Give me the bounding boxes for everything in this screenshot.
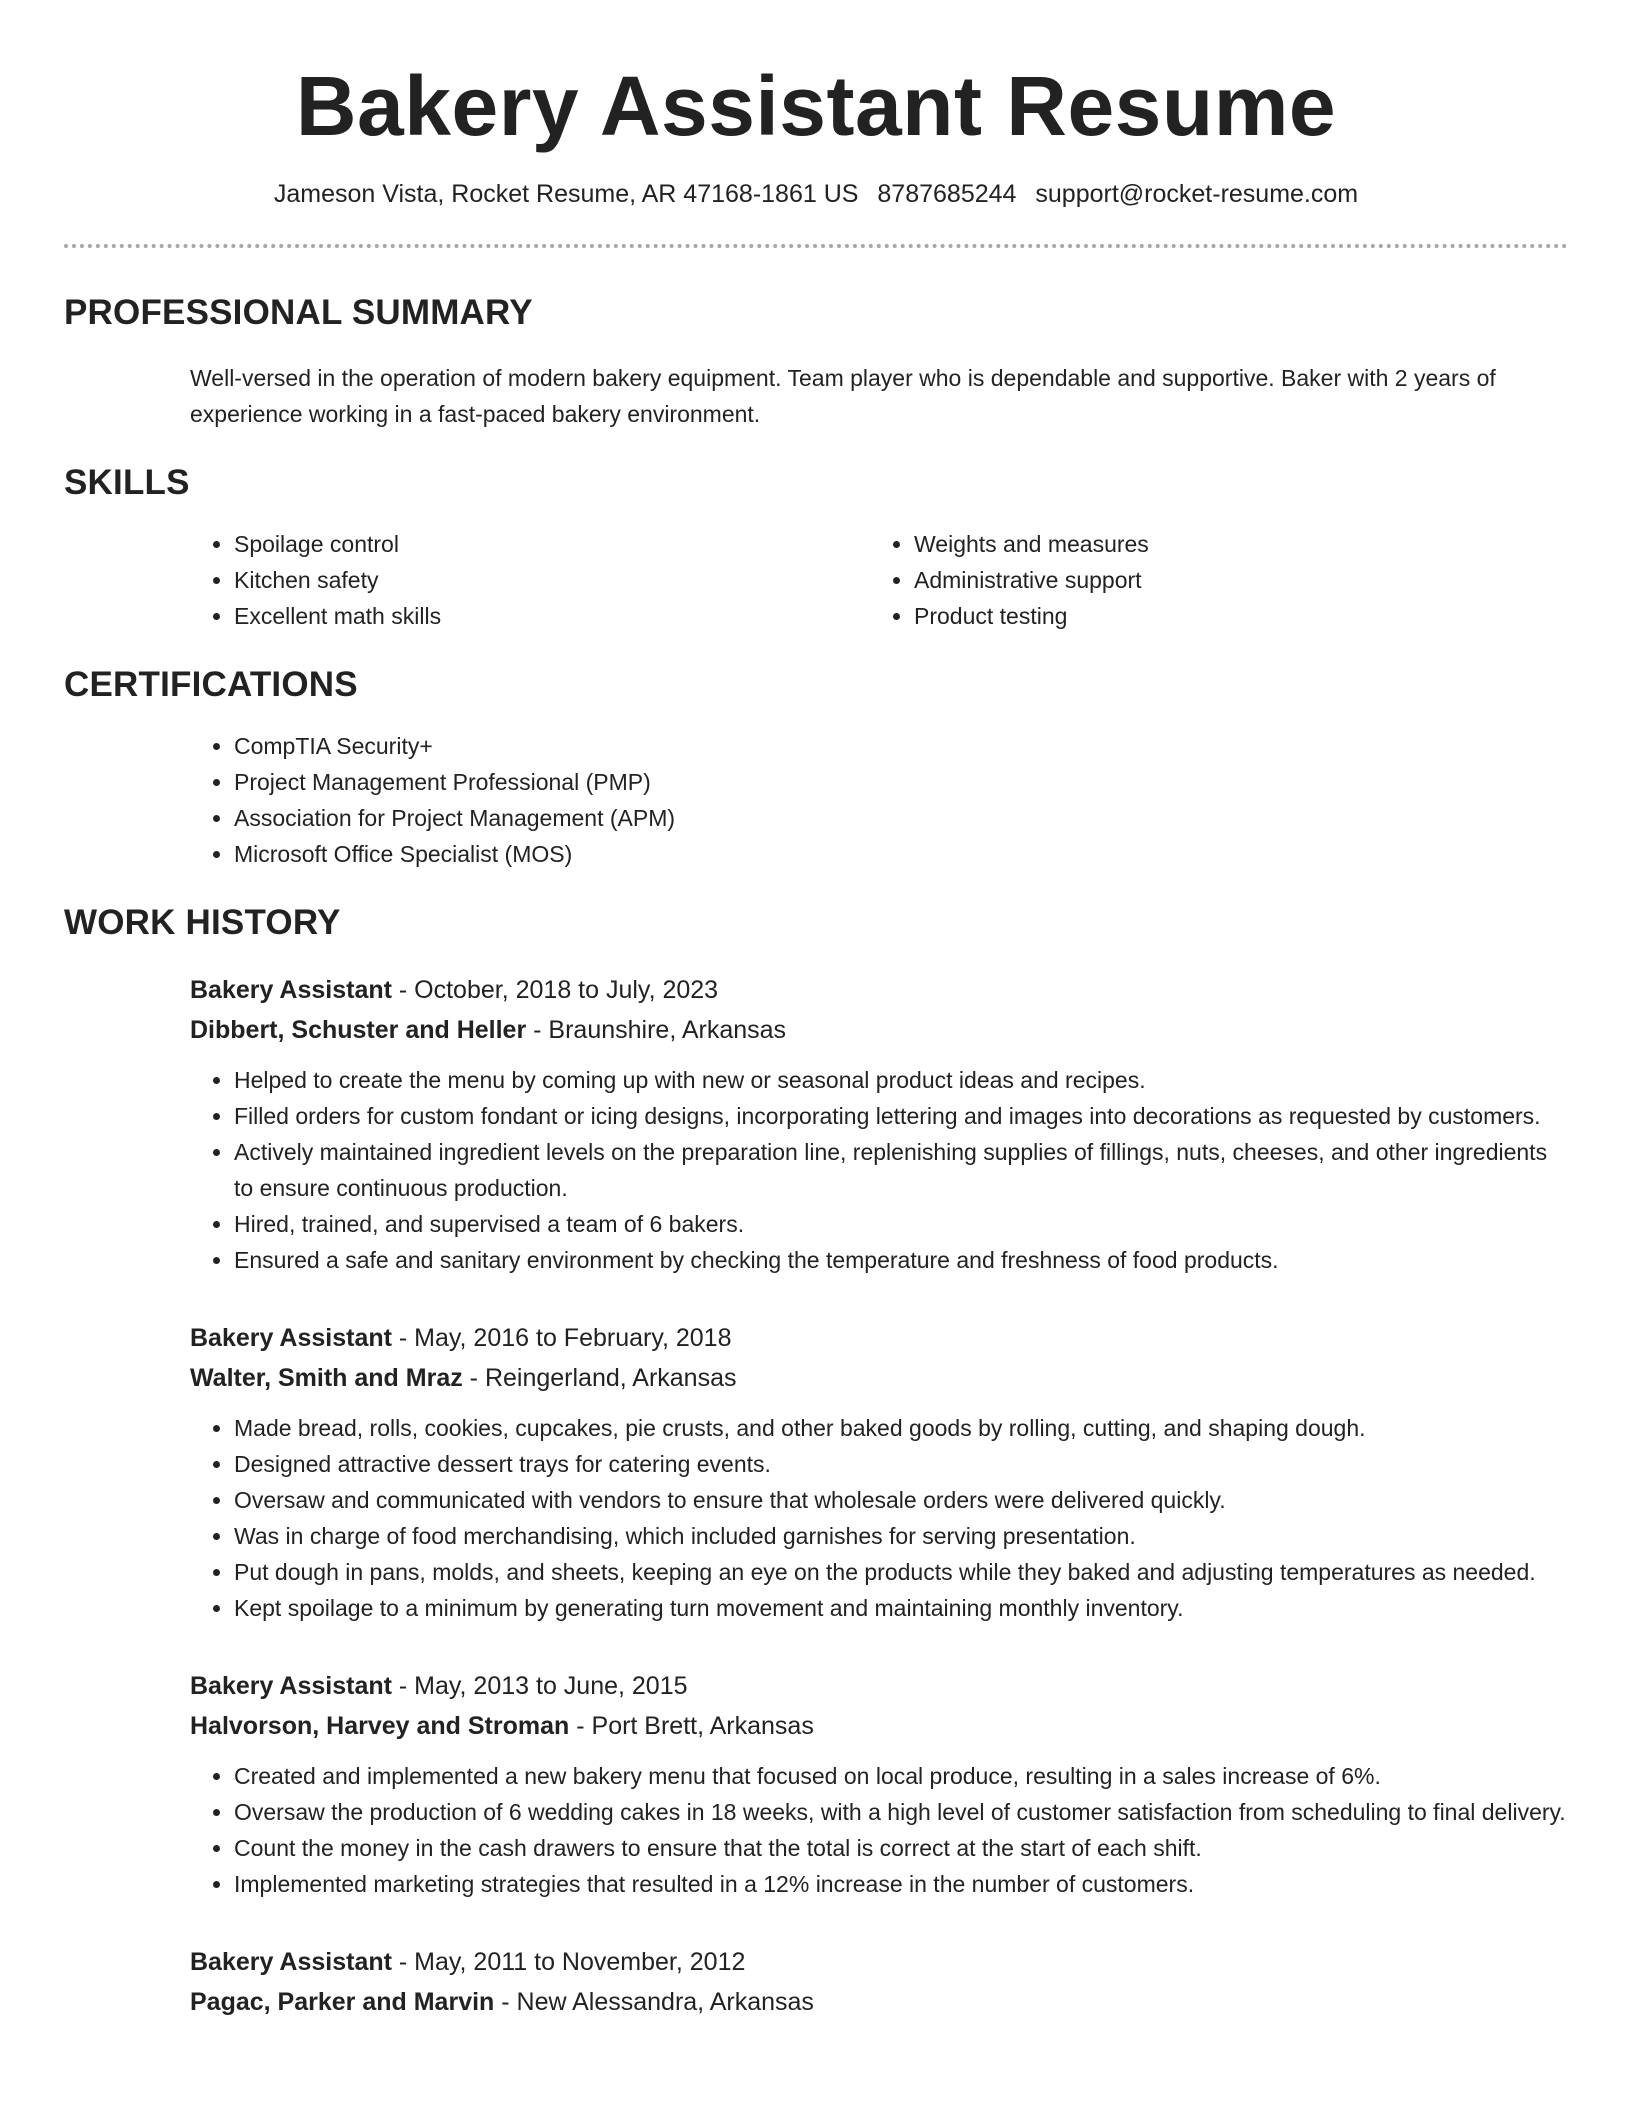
job-bullet: • Created and implemented a new bakery menu that focused on local produce, resulting in a sales increase of 6%. [234, 1758, 1568, 1794]
header-divider [64, 244, 1568, 248]
job-bullet: • Made bread, rolls, cookies, cupcakes, pie crusts, and other baked goods by rolling, cutting, and shaping dough. [234, 1410, 1568, 1446]
certification-item: • Project Management Professional (PMP) [234, 764, 1568, 800]
job-bullet: • Put dough in pans, molds, and sheets, keeping an eye on the products while they baked and adjusting temperatures as needed. [234, 1554, 1568, 1590]
job-location: - Reingerland, Arkansas [462, 1364, 737, 1392]
job-title: Bakery Assistant [190, 1324, 392, 1352]
job-entry [190, 1318, 1568, 1642]
job-bullets [190, 1410, 1568, 1642]
skills-column-right [870, 526, 1474, 634]
job-bullet: • Oversaw the production of 6 wedding cakes in 18 weeks, with a high level of customer satisfaction from scheduling to final delivery. [234, 1794, 1568, 1830]
job-company-line [190, 1982, 1568, 2022]
job-title: Bakery Assistant [190, 1948, 392, 1976]
job-entry [190, 1942, 1568, 2022]
contact-email: support@rocket-resume.com [1035, 180, 1359, 208]
job-company: Walter, Smith and Mraz [190, 1364, 463, 1392]
job-company-line [190, 1358, 1568, 1398]
job-title-line [190, 970, 1568, 1010]
job-dates: - October, 2018 to July, 2023 [391, 976, 719, 1004]
skills-list [190, 526, 1568, 634]
contact-address: Jameson Vista, Rocket Resume, AR 47168-1861 US [273, 180, 859, 208]
resume-title: Bakery Assistant Resume [295, 59, 1337, 153]
skill-item: • Kitchen safety [234, 562, 870, 598]
skill-item: • Administrative support [914, 562, 1474, 598]
job-bullet: • Oversaw and communicated with vendors to ensure that wholesale orders were delivered quickly. [234, 1482, 1568, 1518]
skill-item: • Excellent math skills [234, 598, 870, 634]
job-dates: - May, 2016 to February, 2018 [391, 1324, 732, 1352]
job-bullet: • Was in charge of food merchandising, which included garnishes for serving presentation. [234, 1518, 1568, 1554]
job-bullet: • Filled orders for custom fondant or icing designs, incorporating lettering and images into decorations as requested by customers. [234, 1098, 1568, 1134]
job-bullet: • Helped to create the menu by coming up with new or seasonal product ideas and recipes. [234, 1062, 1568, 1098]
job-title-line [190, 1318, 1568, 1358]
job-location: - Port Brett, Arkansas [569, 1712, 814, 1740]
job-bullets [190, 1758, 1568, 1918]
job-bullet: • Ensured a safe and sanitary environment by checking the temperature and freshness of food products. [234, 1242, 1568, 1278]
job-company: Dibbert, Schuster and Heller [190, 1016, 527, 1044]
summary-text: Well-versed in the operation of modern bakery equipment. Team player who is dependable and supportive. Baker with 2 years of experience working in a fast-paced bakery environment. [190, 365, 1496, 427]
job-company-line [190, 1010, 1568, 1050]
job-bullet: • Implemented marketing strategies that resulted in a 12% increase in the number of customers. [234, 1866, 1568, 1902]
job-bullet: • Kept spoilage to a minimum by generating turn movement and maintaining monthly inventory. [234, 1590, 1568, 1626]
job-company: Pagac, Parker and Marvin [190, 1988, 495, 2016]
job-company: Halvorson, Harvey and Stroman [190, 1712, 570, 1740]
job-bullets [190, 1062, 1568, 1294]
job-dates: - May, 2013 to June, 2015 [391, 1672, 688, 1700]
skills-column-left [190, 526, 870, 634]
resume-page [64, 0, 1568, 2022]
job-dates: - May, 2011 to November, 2012 [391, 1948, 746, 1976]
certifications-list [190, 728, 1568, 872]
job-entry [190, 1666, 1568, 1918]
job-bullet: • Hired, trained, and supervised a team of 6 bakers. [234, 1206, 1568, 1242]
certification-item: • CompTIA Security+ [234, 728, 1568, 764]
job-title: Bakery Assistant [190, 976, 392, 1004]
job-bullet: • Actively maintained ingredient levels on the preparation line, replenishing supplies of fillings, nuts, cheeses, and other ingredients to ensure continuous production. [234, 1134, 1568, 1206]
job-title: Bakery Assistant [190, 1672, 392, 1700]
skills-heading: SKILLS [64, 463, 190, 502]
job-title-line [190, 1942, 1568, 1982]
skill-item: • Weights and measures [914, 526, 1474, 562]
job-company-line [190, 1706, 1568, 1746]
summary-heading: PROFESSIONAL SUMMARY [64, 293, 533, 332]
certification-item: • Association for Project Management (APM) [234, 800, 1568, 836]
job-title-line [190, 1666, 1568, 1706]
contact-phone: 8787685244 [877, 180, 1017, 208]
job-location: - New Alessandra, Arkansas [494, 1988, 814, 2016]
job-entry [190, 970, 1568, 1294]
certifications-heading: CERTIFICATIONS [64, 665, 358, 704]
skill-item: • Spoilage control [234, 526, 870, 562]
job-location: - Braunshire, Arkansas [526, 1016, 787, 1044]
work-history-heading: WORK HISTORY [64, 903, 341, 942]
job-bullet: • Count the money in the cash drawers to ensure that the total is correct at the start of each shift. [234, 1830, 1568, 1866]
certification-item: • Microsoft Office Specialist (MOS) [234, 836, 1568, 872]
contact-line [64, 178, 1568, 210]
skill-item: • Product testing [914, 598, 1474, 634]
job-bullet: • Designed attractive dessert trays for catering events. [234, 1446, 1568, 1482]
